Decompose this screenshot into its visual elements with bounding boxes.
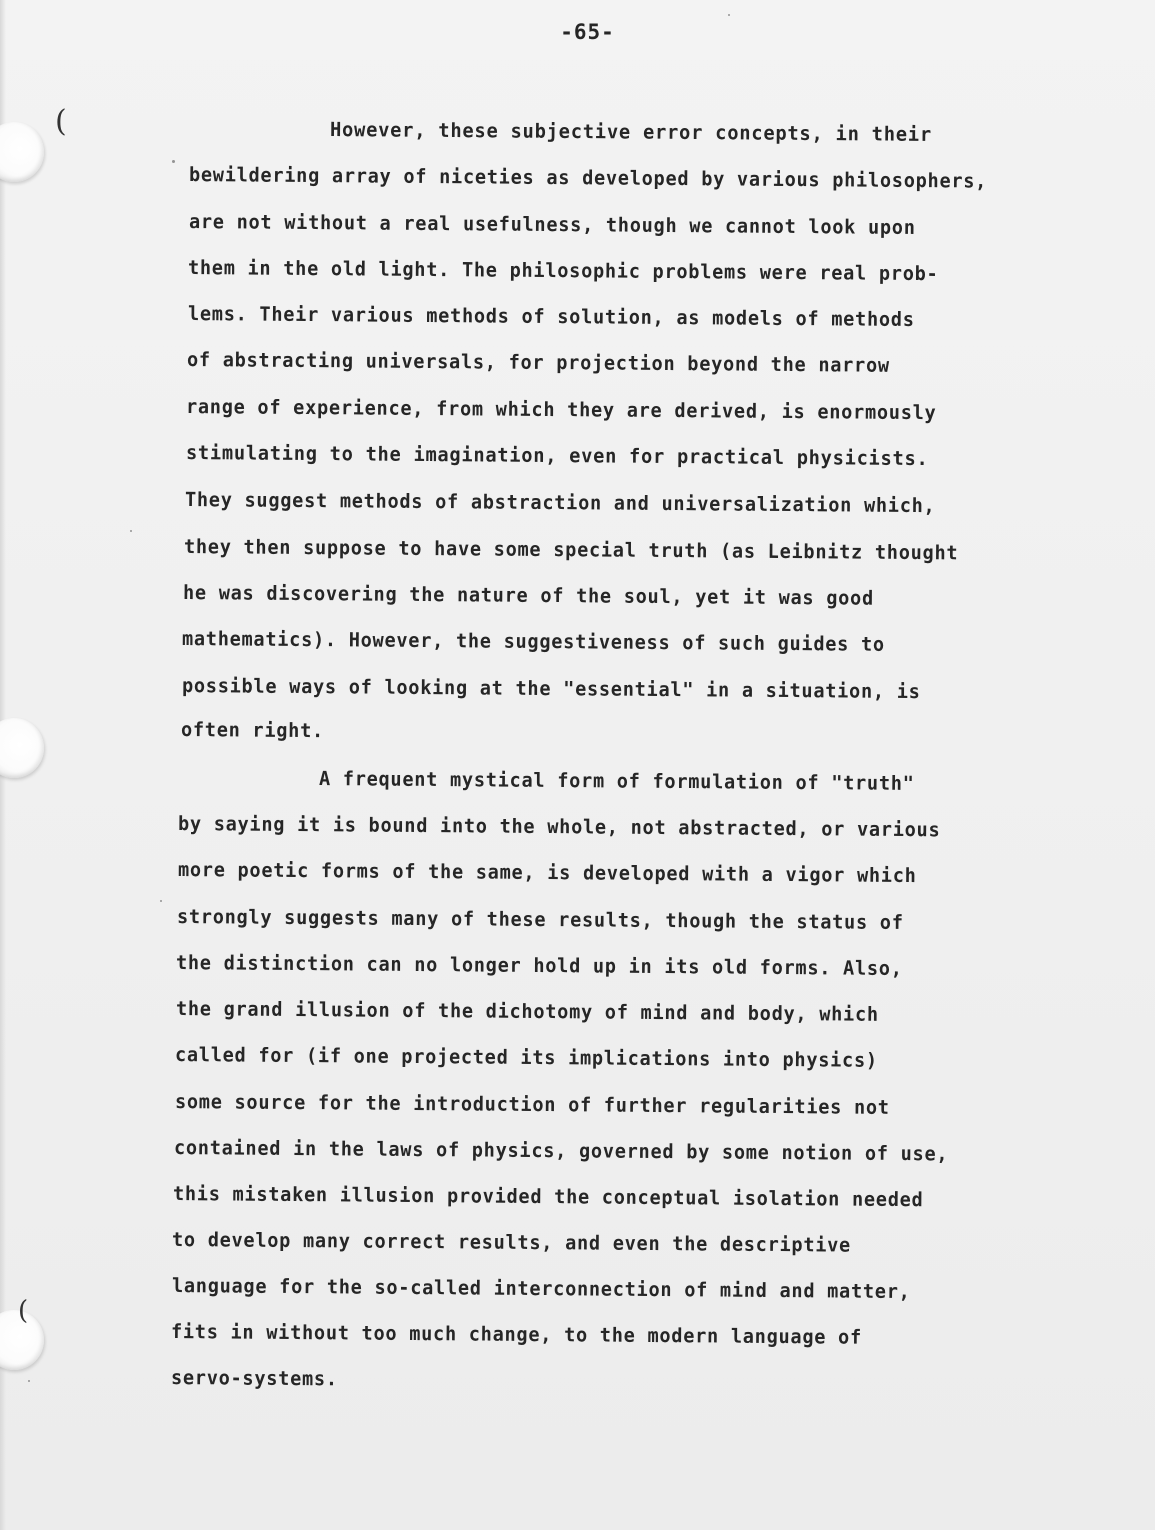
text-line: the distinction can no longer hold up in its old forms. Also, — [175, 951, 903, 981]
text-line: are not without a real usefulness, though we cannot look upon — [188, 210, 916, 240]
text-line: A frequent mystical form of formulation of "truth" — [318, 767, 915, 795]
text-line: strongly suggests many of these results, though the status of — [176, 905, 904, 935]
text-line: this mistaken illusion provided the conceptual isolation needed — [172, 1182, 924, 1212]
text-line: to develop many correct results, and even the descriptive — [171, 1228, 852, 1257]
paper-speck — [28, 1380, 30, 1382]
text-line: language for the so-called interconnection of mind and matter, — [171, 1274, 911, 1304]
text-line: he was discovering the nature of the soul, yet it was good — [182, 581, 875, 610]
text-line: they then suppose to have some special truth (as Leibnitz thought — [183, 535, 959, 565]
paper-speck — [172, 160, 175, 163]
paper-speck — [130, 530, 132, 532]
binder-hole-top — [0, 122, 44, 182]
text-line: more poetic forms of the same, is developed with a vigor which — [177, 858, 917, 888]
text-line: by saying it is bound into the whole, not abstracted, or various — [177, 812, 941, 842]
text-line: the grand illusion of the dichotomy of mind and body, which — [175, 997, 879, 1026]
text-line: fits in without too much change, to the modern language of — [170, 1320, 863, 1349]
text-line: mathematics). However, the suggestiveness of such guides to — [181, 627, 885, 656]
paper-speck — [728, 14, 730, 16]
text-line: often right. — [180, 718, 325, 743]
text-line: They suggest methods of abstraction and universalization which, — [184, 488, 936, 518]
text-line: stimulating to the imagination, even for practical physicists. — [185, 441, 929, 471]
binder-hole-middle — [0, 718, 44, 778]
page-number: -65- — [560, 20, 615, 44]
text-line: possible ways of looking at the "essential" in a situation, is — [181, 674, 921, 704]
text-line: However, these subjective error concepts, in their — [329, 118, 932, 146]
text-line: some source for the introduction of further regularities not — [174, 1090, 890, 1119]
paper-speck — [160, 900, 162, 902]
text-line: servo-systems. — [170, 1366, 338, 1391]
text-line: them in the old light. The philosophic problems were real prob- — [187, 256, 939, 286]
text-line: called for (if one projected its implications into physics) — [174, 1043, 878, 1072]
text-line: range of experience, from which they are derived, is enormously — [185, 395, 937, 425]
margin-bracket-mark-lower: ( — [18, 1296, 29, 1326]
text-line: contained in the laws of physics, governed by some notion of use, — [173, 1136, 949, 1166]
text-line: lems. Their various methods of solution, as models of methods — [187, 302, 915, 332]
text-line: of abstracting universals, for projection beyond the narrow — [186, 348, 890, 377]
text-line: bewildering array of niceties as developed by various philosophers, — [188, 163, 988, 193]
margin-bracket-mark: ( — [55, 104, 67, 139]
